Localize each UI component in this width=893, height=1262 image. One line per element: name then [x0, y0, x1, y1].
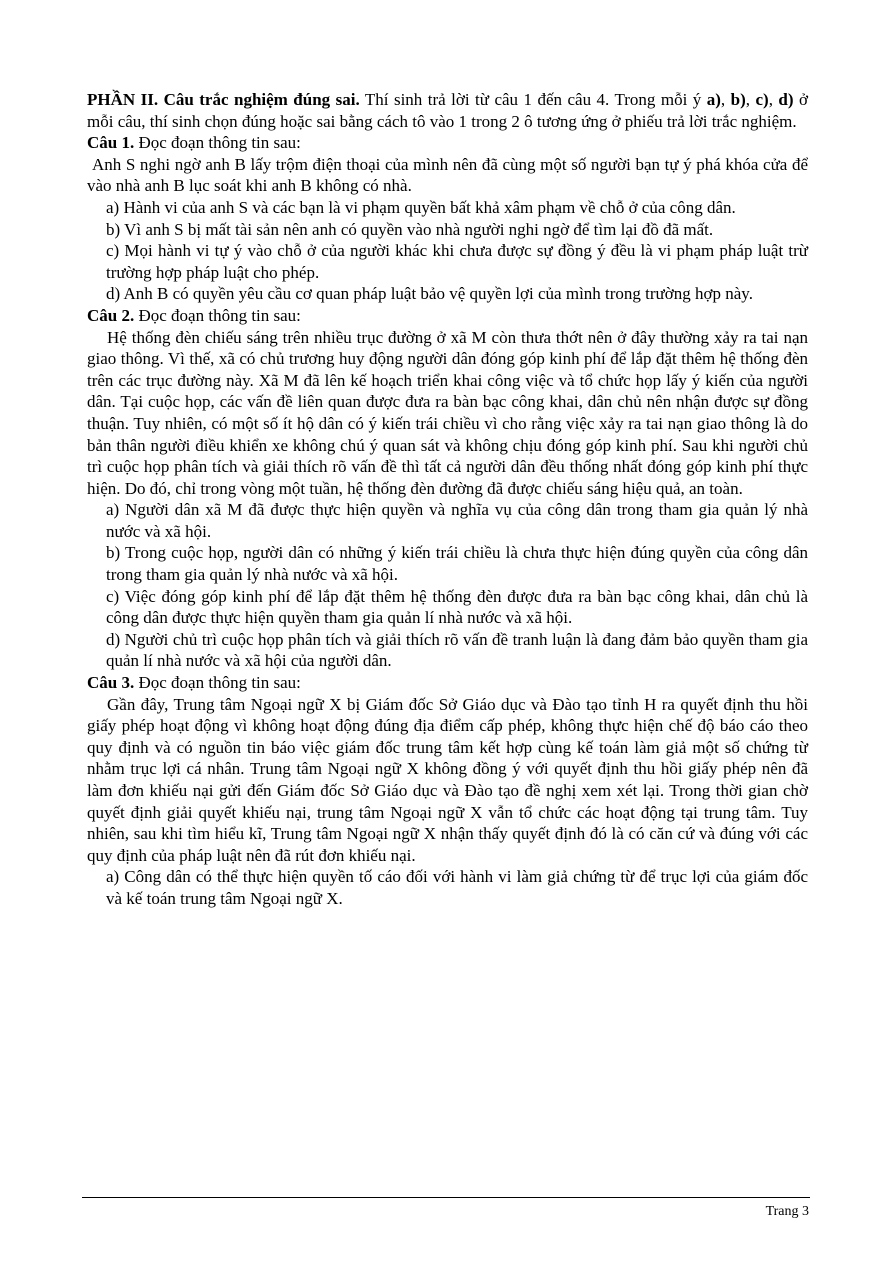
option-marker-d: d) [778, 90, 794, 109]
instructions-paragraph [87, 89, 808, 132]
option-marker-c: c) [755, 90, 769, 109]
question-2-lead: Đọc đoạn thông tin sau: [134, 305, 301, 325]
separator: , [745, 90, 756, 109]
question-2-option-c: c) Việc đóng góp kinh phí để lắp đặt thêm hệ thống đèn được đưa ra bàn bạc công khai, dân chủ là công dân được thực hiện quyền tham gia quản lí nhà nước và xã hội. [106, 586, 808, 628]
question-3-option-a: a) Công dân có thể thực hiện quyền tố cáo đối với hành vi làm giả chứng từ để trục lợi của giám đốc và kế toán trung tâm Ngoại ngữ X. [106, 867, 808, 908]
question-3-header [87, 672, 808, 694]
question-2-option-a: a) Người dân xã M đã được thực hiện quyền và nghĩa vụ của công dân trong tham gia quản lý nhà nước và xã hội. [106, 500, 808, 541]
question-2-label: Câu 2. [87, 305, 135, 325]
section-heading: PHẦN II. Câu trắc nghiệm đúng sai. [87, 90, 360, 109]
question-2-option-d: d) Người chủ trì cuộc họp phân tích và giải thích rõ vấn đề tranh luận là đang đảm bảo quyền tham gia quản lí nhà nước và xã hội của người dân. [106, 629, 808, 671]
question-1-lead: Đọc đoạn thông tin sau: [134, 133, 301, 153]
option-marker-a: a) [706, 90, 721, 109]
question-1-passage: Anh S nghi ngờ anh B lấy trộm điện thoại của mình nên đã cùng một số người bạn tự ý phá khóa cửa để vào nhà anh B lục soát khi anh B không có nhà. [87, 154, 808, 196]
question-3-lead: Đọc đoạn thông tin sau: [134, 673, 301, 693]
question-1-option-b: b) Vì anh S bị mất tài sản nên anh có quyền vào nhà người nghi ngờ để tìm lại đồ đã mất. [106, 219, 714, 239]
separator: , [768, 90, 779, 109]
question-1-label: Câu 1. [87, 133, 135, 153]
separator: , [720, 90, 731, 109]
question-3-label: Câu 3. [87, 673, 135, 693]
page-content [87, 89, 808, 910]
question-2-header [87, 305, 808, 327]
question-2-passage: Hệ thống đèn chiếu sáng trên nhiều trục đường ở xã M còn thưa thớt nên ở đây thường xảy ra tai nạn giao thông. Vì thế, xã có chủ trương huy động người dân đóng góp kinh phí để lắp đặt thêm hệ thống đèn trên các trục đường này. Xã M đã lên kế hoạch triển khai công việc và tổ chức họp lấy ý kiến của người dân. Tại cuộc họp, các vấn đề liên quan được đưa ra bàn bạc công khai, dân chủ nên nhận được sự đồng thuận. Tuy nhiên, có một số ít hộ dân có ý kiến trái chiều vì cho rằng việc xảy ra tai nạn giao thông là do bản thân người điều khiển xe không chú ý quan sát và không chịu đóng góp kinh phí. Sau khi người chủ trì cuộc họp phân tích và giải thích rõ vấn đề thì tất cả người dân đều thống nhất đóng góp kinh phí thực hiện. Do đó, chỉ trong vòng một tuần, hệ thống đèn đường đã được chiếu sáng hiệu quả, an toàn. [87, 327, 808, 498]
instructions-text-2: ở mỗi câu, thí sinh chọn đúng hoặc sai bằng cách tô vào 1 trong 2 ô tương ứng ở phiếu trả lời trắc nghiệm. [87, 90, 809, 131]
page-number: Trang 3 [765, 1204, 809, 1219]
question-2-option-b: b) Trong cuộc họp, người dân có những ý kiến trái chiều là chưa thực hiện đúng quyền của công dân trong tham gia quản lý nhà nước và xã hội. [106, 543, 808, 585]
footer-divider [82, 1197, 810, 1198]
question-3-passage: Gần đây, Trung tâm Ngoại ngữ X bị Giám đốc Sở Giáo dục và Đào tạo tỉnh H ra quyết định thu hồi giấy phép hoạt động vì không hoạt động đúng địa điểm cấp phép, không thực hiện chế độ báo cáo theo quy định và có nguồn tin báo việc giám đốc trung tâm kết hợp cùng kế toán làm giả một số chứng từ nhằm trục lợi cá nhân. Trung tâm Ngoại ngữ X không đồng ý với quyết định thu hồi giấy phép nên đã làm đơn khiếu nại gửi đến Giám đốc Sở Giáo dục và Đào tạo đề nghị xem xét lại. Trong thời gian chờ quyết định giải quyết khiếu nại, trung tâm Ngoại ngữ X vẫn tổ chức các hoạt động tại trung tâm. Tuy nhiên, sau khi tìm hiểu kĩ, Trung tâm Ngoại ngữ X nhận thấy quyết định đó là có căn cứ và đúng với các quy định của pháp luật nên đã rút đơn khiếu nại. [87, 694, 808, 865]
question-1-option-c: c) Mọi hành vi tự ý vào chỗ ở của người khác khi chưa được sự đồng ý đều là vi phạm pháp luật trừ trường hợp pháp luật cho phép. [106, 241, 808, 282]
question-1-header [87, 132, 808, 154]
option-marker-b: b) [730, 90, 746, 109]
instructions-text: Thí sinh trả lời từ câu 1 đến câu 4. Trong mỗi ý [359, 90, 707, 109]
question-1-option-d: d) Anh B có quyền yêu cầu cơ quan pháp luật bảo vệ quyền lợi của mình trong trường hợp này. [106, 284, 753, 304]
question-1-option-a: a) Hành vi của anh S và các bạn là vi phạm quyền bất khả xâm phạm về chỗ ở của công dân. [106, 197, 736, 217]
